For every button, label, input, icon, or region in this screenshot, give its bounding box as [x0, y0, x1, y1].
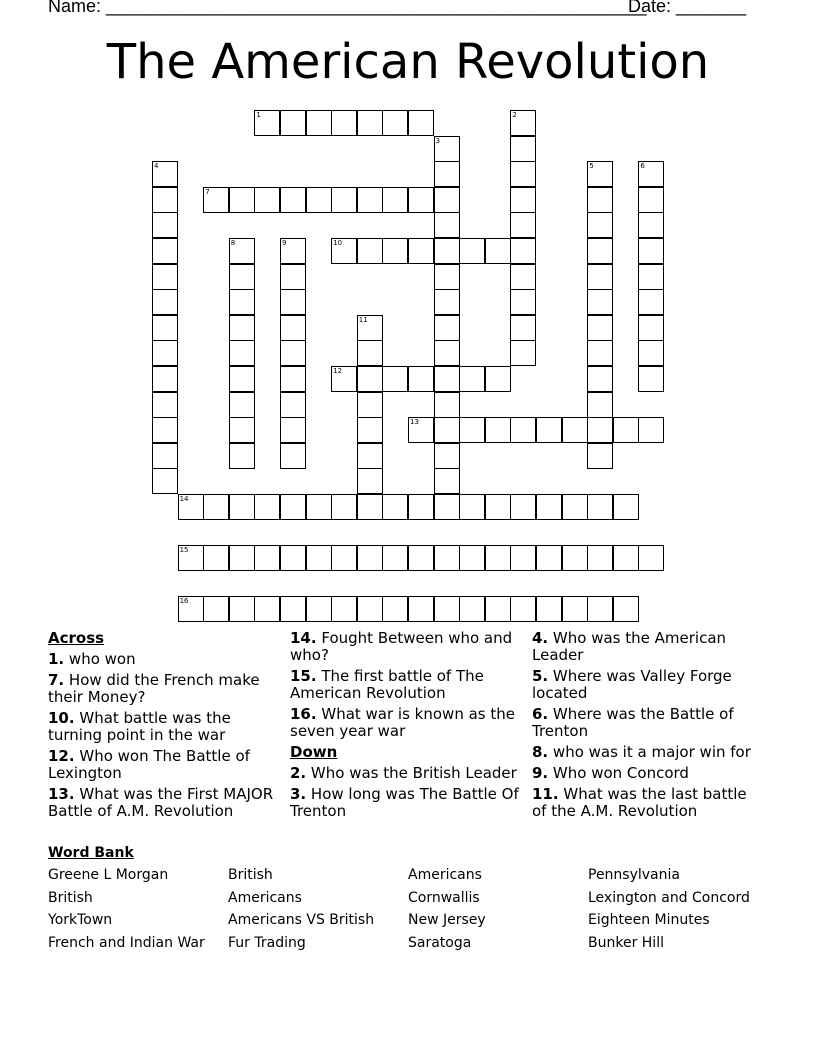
- clue-text: Who was the British Leader: [310, 764, 517, 782]
- crossword-cell[interactable]: [254, 494, 280, 520]
- crossword-cell[interactable]: [357, 392, 383, 418]
- crossword-cell[interactable]: [638, 238, 664, 264]
- crossword-cell[interactable]: [562, 417, 588, 443]
- clue-number: 14.: [290, 629, 317, 647]
- crossword-cell[interactable]: [152, 340, 178, 366]
- cell-number: 3: [435, 136, 441, 145]
- crossword-cell[interactable]: [485, 494, 511, 520]
- crossword-cell[interactable]: [331, 596, 357, 622]
- crossword-cell[interactable]: [459, 494, 485, 520]
- cell-number: 5: [589, 162, 594, 171]
- cell-number: 11: [358, 315, 368, 324]
- crossword-cell[interactable]: [280, 417, 306, 443]
- crossword-cell[interactable]: [357, 187, 383, 213]
- crossword-cell[interactable]: [382, 366, 408, 392]
- word-bank-item: Saratoga: [408, 934, 472, 951]
- clue-down-5: [532, 668, 764, 702]
- clue-number: 3.: [290, 785, 307, 803]
- clue-text: Where was Valley Forge located: [532, 667, 732, 702]
- crossword-cell[interactable]: [587, 545, 613, 571]
- crossword-cell[interactable]: [152, 264, 178, 290]
- crossword-cell[interactable]: [587, 392, 613, 418]
- word-bank-item: Americans: [228, 889, 302, 906]
- crossword-cell[interactable]: [306, 494, 332, 520]
- clue-number: 10.: [48, 709, 75, 727]
- crossword-cell[interactable]: [357, 238, 383, 264]
- crossword-cell[interactable]: [203, 545, 229, 571]
- cell-number: 1: [256, 111, 261, 119]
- clue-text: Fought Between who and who?: [290, 629, 513, 664]
- crossword-cell[interactable]: [510, 315, 536, 341]
- crossword-cell[interactable]: [485, 417, 511, 443]
- crossword-cell[interactable]: [254, 545, 280, 571]
- crossword-cell[interactable]: [408, 238, 434, 264]
- clue-across-10: [48, 710, 280, 744]
- crossword-cell[interactable]: [459, 596, 485, 622]
- crossword-cell[interactable]: [229, 187, 255, 213]
- crossword-cell[interactable]: [229, 340, 255, 366]
- crossword-cell[interactable]: [587, 596, 613, 622]
- crossword-cell[interactable]: [638, 161, 664, 187]
- clue-across-16: [290, 706, 522, 740]
- crossword-cell[interactable]: [434, 468, 460, 494]
- crossword-cell[interactable]: [152, 366, 178, 392]
- crossword-cell[interactable]: [613, 596, 639, 622]
- crossword-cell[interactable]: [306, 545, 332, 571]
- clue-number: 7.: [48, 671, 65, 689]
- crossword-cell[interactable]: [485, 545, 511, 571]
- clue-number: 13.: [48, 785, 75, 803]
- crossword-cell[interactable]: [434, 238, 460, 264]
- crossword-cell[interactable]: [485, 596, 511, 622]
- crossword-cell[interactable]: [434, 187, 460, 213]
- crossword-cell[interactable]: [382, 238, 408, 264]
- cell-number: 8: [230, 239, 236, 247]
- word-bank-item: Eighteen Minutes: [588, 912, 710, 928]
- clue-text: What was the First MAJOR Battle of A.M. Revolution: [48, 785, 274, 820]
- crossword-cell[interactable]: [152, 238, 178, 264]
- clue-number: 5.: [532, 667, 549, 685]
- down-heading: Down: [290, 743, 338, 761]
- crossword-cell[interactable]: [510, 289, 536, 315]
- crossword-cell[interactable]: [152, 315, 178, 341]
- crossword-cell[interactable]: [152, 212, 178, 238]
- crossword-cell[interactable]: [229, 392, 255, 418]
- crossword-cell[interactable]: [536, 417, 562, 443]
- crossword-cell[interactable]: [203, 187, 229, 213]
- crossword-cell[interactable]: [229, 443, 255, 469]
- crossword-cell[interactable]: [152, 289, 178, 315]
- crossword-cell[interactable]: [510, 110, 536, 136]
- crossword-cell[interactable]: [408, 596, 434, 622]
- crossword-cell[interactable]: [280, 187, 306, 213]
- crossword-cell[interactable]: [587, 289, 613, 315]
- clue-down-9: [532, 765, 764, 782]
- crossword-cell[interactable]: [229, 289, 255, 315]
- clue-number: 15.: [290, 667, 317, 685]
- cell-number: 7: [205, 187, 210, 196]
- clue-across-7: [48, 672, 280, 706]
- across-heading: Across: [48, 629, 105, 647]
- crossword-cell[interactable]: [382, 545, 408, 571]
- crossword-cell[interactable]: [280, 443, 306, 469]
- crossword-cell[interactable]: [357, 468, 383, 494]
- crossword-cell[interactable]: [587, 366, 613, 392]
- clue-number: 8.: [532, 743, 549, 761]
- crossword-cell[interactable]: [459, 545, 485, 571]
- word-bank-item: French and Indian War: [48, 934, 205, 951]
- word-bank-item: Greene L Morgan: [48, 867, 169, 883]
- crossword-cell[interactable]: [152, 468, 178, 494]
- crossword-cell[interactable]: [331, 187, 357, 213]
- crossword-cell[interactable]: [510, 264, 536, 290]
- crossword-cell[interactable]: [331, 366, 357, 392]
- cell-number: 12: [333, 367, 343, 375]
- crossword-cell[interactable]: [459, 238, 485, 264]
- clue-down-8: [532, 744, 764, 761]
- crossword-cell[interactable]: [434, 596, 460, 622]
- clue-across-1: [48, 651, 280, 668]
- crossword-cell[interactable]: [254, 110, 280, 136]
- cell-number: 10: [333, 239, 343, 247]
- crossword-cell[interactable]: [408, 494, 434, 520]
- crossword-cell[interactable]: [280, 238, 306, 264]
- crossword-cell[interactable]: [510, 494, 536, 520]
- crossword-cell[interactable]: [229, 366, 255, 392]
- clue-number: 1.: [48, 650, 65, 668]
- clue-text: Who won Concord: [552, 764, 689, 782]
- crossword-cell[interactable]: [638, 366, 664, 392]
- crossword-cell[interactable]: [357, 417, 383, 443]
- crossword-cell[interactable]: [613, 417, 639, 443]
- crossword-cell[interactable]: [434, 443, 460, 469]
- crossword-cell[interactable]: [485, 238, 511, 264]
- crossword-cell[interactable]: [408, 417, 434, 443]
- crossword-cell[interactable]: [152, 187, 178, 213]
- word-bank-item: Pennsylvania: [588, 867, 680, 883]
- crossword-cell[interactable]: [229, 596, 255, 622]
- word-bank-item: Lexington and Concord: [588, 889, 750, 906]
- crossword-cell[interactable]: [229, 315, 255, 341]
- crossword-cell[interactable]: [485, 366, 511, 392]
- clue-number: 12.: [48, 747, 75, 765]
- cell-number: 16: [179, 597, 189, 606]
- name-line: Name: ______________________________________________________: [48, 0, 647, 16]
- word-bank-item: YorkTown: [48, 912, 113, 928]
- clue-text: Where was the Battle of Trenton: [532, 705, 734, 740]
- cell-number: 6: [640, 162, 645, 171]
- crossword-cell[interactable]: [434, 315, 460, 341]
- crossword-cell[interactable]: [229, 238, 255, 264]
- crossword-cell[interactable]: [434, 545, 460, 571]
- crossword-cell[interactable]: [382, 187, 408, 213]
- crossword-cell[interactable]: [562, 545, 588, 571]
- clue-text: who was it a major win for: [552, 743, 751, 761]
- crossword-cell[interactable]: [357, 443, 383, 469]
- clue-text: Who was the American Leader: [532, 629, 727, 664]
- crossword-cell[interactable]: [587, 315, 613, 341]
- crossword-cell[interactable]: [280, 110, 306, 136]
- clue-number: 4.: [532, 629, 549, 647]
- crossword-cell[interactable]: [229, 545, 255, 571]
- crossword-cell[interactable]: [434, 494, 460, 520]
- cell-number: 2: [512, 111, 517, 119]
- clue-number: 6.: [532, 705, 549, 723]
- crossword-cell[interactable]: [510, 340, 536, 366]
- clue-down-3: [290, 786, 522, 820]
- crossword-cell[interactable]: [382, 110, 408, 136]
- crossword-cell[interactable]: [587, 161, 613, 187]
- crossword-cell[interactable]: [434, 136, 460, 162]
- clue-number: 11.: [532, 785, 559, 803]
- crossword-cell[interactable]: [331, 110, 357, 136]
- clue-number: 9.: [532, 764, 549, 782]
- clue-column-3: [532, 630, 764, 824]
- crossword-cell[interactable]: [408, 110, 434, 136]
- crossword-cell[interactable]: [280, 340, 306, 366]
- crossword-cell[interactable]: [638, 212, 664, 238]
- crossword-cell[interactable]: [638, 545, 664, 571]
- crossword-cell[interactable]: [382, 494, 408, 520]
- crossword-cell[interactable]: [510, 417, 536, 443]
- crossword-cell[interactable]: [536, 596, 562, 622]
- crossword-cell[interactable]: [510, 238, 536, 264]
- date-line: Date: _______: [628, 0, 747, 16]
- cell-number: 13: [410, 418, 419, 427]
- clue-down-4: [532, 630, 764, 664]
- word-bank-heading: Word Bank: [48, 845, 134, 861]
- word-bank-item: British: [228, 867, 273, 883]
- crossword-cell[interactable]: [178, 596, 204, 622]
- crossword-cell[interactable]: [280, 264, 306, 290]
- crossword-cell[interactable]: [382, 596, 408, 622]
- crossword-cell[interactable]: [178, 545, 204, 571]
- clue-down-11: [532, 786, 764, 820]
- crossword-cell[interactable]: [306, 596, 332, 622]
- clue-across-14: [290, 630, 522, 664]
- crossword-cell[interactable]: [280, 289, 306, 315]
- crossword-cell[interactable]: [280, 366, 306, 392]
- crossword-cell[interactable]: [562, 494, 588, 520]
- crossword-cell[interactable]: [510, 596, 536, 622]
- crossword-cell[interactable]: [434, 417, 460, 443]
- crossword-cell[interactable]: [587, 212, 613, 238]
- crossword-cell[interactable]: [638, 340, 664, 366]
- clue-text: who won: [68, 650, 136, 668]
- crossword-cell[interactable]: [459, 417, 485, 443]
- crossword-cell[interactable]: [280, 494, 306, 520]
- crossword-cell[interactable]: [152, 392, 178, 418]
- crossword-cell[interactable]: [357, 340, 383, 366]
- crossword-cell[interactable]: [280, 315, 306, 341]
- crossword-cell[interactable]: [229, 494, 255, 520]
- clue-text: What war is known as the seven year war: [290, 705, 515, 740]
- crossword-cell[interactable]: [254, 596, 280, 622]
- crossword-cell[interactable]: [459, 366, 485, 392]
- crossword-cell[interactable]: [357, 366, 383, 392]
- crossword-cell[interactable]: [638, 417, 664, 443]
- clue-text: How did the French make their Money?: [48, 671, 260, 706]
- word-bank-item: Fur Trading: [228, 934, 306, 951]
- crossword-cell[interactable]: [434, 161, 460, 187]
- crossword-cell[interactable]: [229, 417, 255, 443]
- crossword-cell[interactable]: [306, 187, 332, 213]
- crossword-cell[interactable]: [408, 366, 434, 392]
- cell-number: 9: [282, 239, 287, 247]
- crossword-cell[interactable]: [510, 545, 536, 571]
- crossword-cell[interactable]: [203, 596, 229, 622]
- page-title: The American Revolution: [106, 34, 710, 90]
- crossword-cell[interactable]: [357, 545, 383, 571]
- crossword-cell[interactable]: [408, 545, 434, 571]
- word-bank-item: Cornwallis: [408, 889, 480, 906]
- crossword-cell[interactable]: [434, 289, 460, 315]
- crossword-cell[interactable]: [434, 340, 460, 366]
- clue-text: How long was The Battle Of Trenton: [290, 785, 519, 820]
- crossword-cell[interactable]: [280, 545, 306, 571]
- crossword-cell[interactable]: [280, 596, 306, 622]
- word-bank-item: Americans VS British: [228, 912, 375, 928]
- crossword-cell[interactable]: [152, 161, 178, 187]
- word-bank-item: British: [48, 889, 93, 906]
- crossword-cell[interactable]: [638, 187, 664, 213]
- clue-column-1: [48, 630, 280, 824]
- crossword-cell[interactable]: [510, 187, 536, 213]
- crossword-cell[interactable]: [331, 545, 357, 571]
- crossword-cell[interactable]: [638, 289, 664, 315]
- crossword-cell[interactable]: [587, 238, 613, 264]
- crossword-cell[interactable]: [152, 443, 178, 469]
- cell-number: 4: [154, 162, 159, 171]
- crossword-cell[interactable]: [587, 494, 613, 520]
- crossword-cell[interactable]: [434, 392, 460, 418]
- crossword-cell[interactable]: [357, 596, 383, 622]
- crossword-cell[interactable]: [434, 212, 460, 238]
- crossword-cell[interactable]: [587, 443, 613, 469]
- clue-text: Who won The Battle of Lexington: [48, 747, 250, 782]
- crossword-cell[interactable]: [587, 340, 613, 366]
- crossword-cell[interactable]: [613, 494, 639, 520]
- crossword-cell[interactable]: [331, 494, 357, 520]
- crossword-cell[interactable]: [178, 494, 204, 520]
- crossword-cell[interactable]: [638, 315, 664, 341]
- clue-down-2: [290, 765, 522, 782]
- crossword-cell[interactable]: [331, 238, 357, 264]
- crossword-cell[interactable]: [510, 161, 536, 187]
- crossword-cell[interactable]: [357, 110, 383, 136]
- crossword-cell[interactable]: [587, 187, 613, 213]
- word-bank-list: [48, 867, 768, 951]
- crossword-cell[interactable]: [203, 494, 229, 520]
- cell-number: 15: [179, 546, 189, 555]
- clue-column-2: [290, 630, 522, 824]
- crossword-cell[interactable]: [434, 366, 460, 392]
- crossword-cell[interactable]: [434, 264, 460, 290]
- crossword-cell[interactable]: [280, 392, 306, 418]
- clue-number: 16.: [290, 705, 317, 723]
- clue-text: What was the last battle of the A.M. Revolution: [532, 785, 747, 820]
- crossword-cell[interactable]: [357, 494, 383, 520]
- clue-down-6: [532, 706, 764, 740]
- crossword-cell[interactable]: [357, 315, 383, 341]
- clue-across-13: [48, 786, 280, 820]
- clue-across-12: [48, 748, 280, 782]
- crossword-cell[interactable]: [254, 187, 280, 213]
- crossword-cell[interactable]: [587, 417, 613, 443]
- clue-text: The first battle of The American Revolution: [290, 667, 484, 702]
- clue-number: 2.: [290, 764, 307, 782]
- crossword-cell[interactable]: [587, 264, 613, 290]
- word-bank-item: New Jersey: [408, 912, 486, 928]
- crossword-cell[interactable]: [306, 110, 332, 136]
- word-bank-item: Bunker Hill: [588, 934, 664, 951]
- crossword-cell[interactable]: [562, 596, 588, 622]
- crossword-cell[interactable]: [510, 136, 536, 162]
- word-bank-item: Americans: [408, 867, 482, 883]
- cell-number: 14: [179, 495, 189, 503]
- crossword-cell[interactable]: [536, 545, 562, 571]
- crossword-cell[interactable]: [613, 545, 639, 571]
- crossword-cell[interactable]: [536, 494, 562, 520]
- clue-across-15: [290, 668, 522, 702]
- crossword-cell[interactable]: [152, 417, 178, 443]
- crossword-cell[interactable]: [638, 264, 664, 290]
- crossword-cell[interactable]: [408, 187, 434, 213]
- crossword-cell[interactable]: [510, 212, 536, 238]
- crossword-cell[interactable]: [229, 264, 255, 290]
- word-bank: [48, 845, 768, 951]
- clue-text: What battle was the turning point in the war: [48, 709, 231, 744]
